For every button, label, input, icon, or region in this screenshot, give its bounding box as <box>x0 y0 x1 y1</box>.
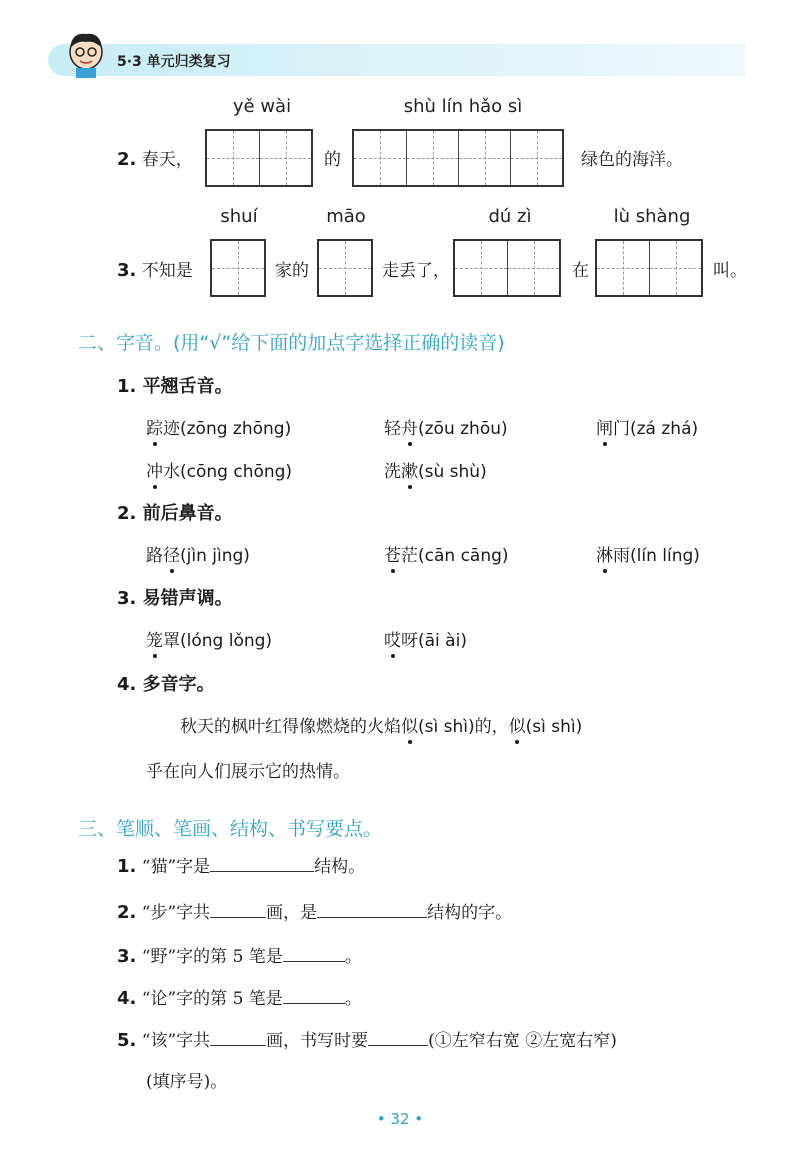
question-number: 4. <box>117 988 137 1009</box>
subsection-title: 4. 多音字。 <box>117 674 215 695</box>
pinyin-options: (zá zhá) <box>630 419 699 439</box>
sentence-text: 乎在向人们展示它的热情。 <box>146 762 350 782</box>
question-text: “步”字共 <box>141 903 211 923</box>
dotted-char: 似 <box>508 717 526 737</box>
writing-box-q3-2[interactable] <box>317 239 373 297</box>
dotted-char: 径 <box>163 546 180 566</box>
polyphone-sentence[interactable] <box>180 712 582 737</box>
question-text: “野”字的第 5 笔是 <box>141 947 283 967</box>
question-row <box>117 984 362 1009</box>
pinyin-options: (āi ài) <box>418 631 467 651</box>
subsection-title: 1. 平翘舌音。 <box>117 376 233 397</box>
pinyin-options: (sì shì) <box>525 717 583 737</box>
pinyin-options: (sù shù) <box>418 462 487 482</box>
question-text: 画，是 <box>266 903 318 923</box>
pinyin-q3-4: lù shàng <box>613 206 691 227</box>
question-text: 的 <box>324 150 341 170</box>
question-row <box>117 898 512 923</box>
char: 雨 <box>613 546 630 566</box>
pinyin-q2-2: shù lín hǎo sì <box>403 96 523 117</box>
header-title: 5·3 单元归类复习 <box>117 54 231 70</box>
pinyin-options: (lín líng) <box>630 546 700 566</box>
pronunciation-item[interactable] <box>596 414 698 439</box>
question-text: 。 <box>344 947 362 967</box>
question-2-line <box>117 145 193 170</box>
dotted-char: 踪 <box>146 419 163 439</box>
pinyin-options: (lóng lǒng) <box>180 631 273 651</box>
pronunciation-item[interactable] <box>596 541 700 566</box>
writing-box-q2-2[interactable] <box>352 129 564 187</box>
pinyin-options: (cān cāng) <box>418 546 509 566</box>
sentence-text: 秋天的枫叶红得像燃烧的火焰 <box>180 717 401 737</box>
question-text: “猫”字是 <box>141 857 211 877</box>
char: 迹 <box>163 419 180 439</box>
question-text: “论”字的第 5 笔是 <box>141 989 283 1009</box>
char: 门 <box>613 419 630 439</box>
char: 呀 <box>401 631 418 651</box>
section-title: 三、笔顺、笔画、结构、书写要点。 <box>78 818 383 840</box>
question-text: 绿色的海洋。 <box>581 150 683 170</box>
char: 路 <box>146 546 163 566</box>
pronunciation-item[interactable] <box>146 457 292 482</box>
char: 茫 <box>401 546 418 566</box>
question-text: 画，书写时要 <box>266 1031 369 1051</box>
pinyin-q3-3: dú zì <box>488 206 532 227</box>
pinyin-options: (zōng zhōng) <box>180 419 292 439</box>
pronunciation-item[interactable] <box>384 541 509 566</box>
sentence-text: 的， <box>474 717 509 737</box>
pinyin-q3-2: māo <box>326 206 366 227</box>
writing-box-q3-3[interactable] <box>453 239 561 297</box>
question-text: 在 <box>572 261 589 281</box>
dotted-char: 舟 <box>401 419 418 439</box>
question-text: 春天， <box>141 150 193 170</box>
answer-blank[interactable] <box>210 853 314 872</box>
question-number: 1. <box>117 856 137 877</box>
question-text: 家的 <box>275 261 309 281</box>
question-row <box>117 942 362 967</box>
question-text: 结构的字。 <box>427 903 513 923</box>
answer-blank[interactable] <box>210 899 266 918</box>
subsection-title: 2. 前后鼻音。 <box>117 503 233 524</box>
answer-blank[interactable] <box>317 899 427 918</box>
page-number: • 32 • <box>376 1110 424 1128</box>
pinyin-options: (sì shì) <box>418 717 475 737</box>
question-number: 2. <box>117 902 137 923</box>
pronunciation-item[interactable] <box>146 626 272 651</box>
answer-blank[interactable] <box>368 1027 428 1046</box>
char: 轻 <box>384 419 401 439</box>
question-number: 5. <box>117 1030 137 1051</box>
question-text: 。 <box>344 989 362 1009</box>
pinyin-options: (jìn jìng) <box>180 546 250 566</box>
writing-box-q2-1[interactable] <box>205 129 313 187</box>
question-text: (填序号)。 <box>146 1072 228 1092</box>
question-text: 不知是 <box>141 261 193 281</box>
pronunciation-item[interactable] <box>146 541 250 566</box>
char: 洗 <box>384 462 401 482</box>
question-row <box>117 1026 617 1051</box>
writing-box-q3-4[interactable] <box>595 239 703 297</box>
question-text: 结构。 <box>314 857 366 877</box>
pronunciation-item[interactable] <box>384 414 508 439</box>
pinyin-q2-1: yě wài <box>232 96 292 117</box>
subsection-title: 3. 易错声调。 <box>117 588 233 609</box>
dotted-char: 笼 <box>146 631 163 651</box>
dotted-char: 冲 <box>146 462 163 482</box>
mascot-icon <box>64 30 108 80</box>
pronunciation-item[interactable] <box>384 457 487 482</box>
writing-box-q3-1[interactable] <box>210 239 266 297</box>
section-title: 二、字音。(用“√”给下面的加点字选择正确的读音) <box>78 332 505 354</box>
question-text: 叫。 <box>713 261 747 281</box>
question-number: 2. <box>117 149 137 170</box>
pinyin-options: (cōng chōng) <box>180 462 293 482</box>
question-text: 走丢了， <box>382 261 450 281</box>
pinyin-options: (zōu zhōu) <box>418 419 508 439</box>
dotted-char: 似 <box>401 717 418 737</box>
question-number: 3. <box>117 946 137 967</box>
dotted-char: 漱 <box>401 462 418 482</box>
dotted-char: 淋 <box>596 546 613 566</box>
question-3-line <box>117 256 193 281</box>
dotted-char: 闸 <box>596 419 613 439</box>
answer-blank[interactable] <box>283 943 345 962</box>
dotted-char: 苍 <box>384 546 401 566</box>
answer-blank[interactable] <box>283 985 345 1004</box>
pronunciation-item[interactable] <box>146 414 291 439</box>
question-number: 3. <box>117 260 137 281</box>
answer-blank[interactable] <box>210 1027 266 1046</box>
question-text: “该”字共 <box>141 1031 211 1051</box>
question-row <box>117 852 365 877</box>
char: 水 <box>163 462 180 482</box>
pinyin-q3-1: shuí <box>220 206 258 227</box>
pronunciation-item[interactable] <box>384 626 467 651</box>
char: 罩 <box>163 631 180 651</box>
dotted-char: 哎 <box>384 631 401 651</box>
question-text: (①左窄右宽 ②左宽右窄) <box>428 1031 617 1051</box>
